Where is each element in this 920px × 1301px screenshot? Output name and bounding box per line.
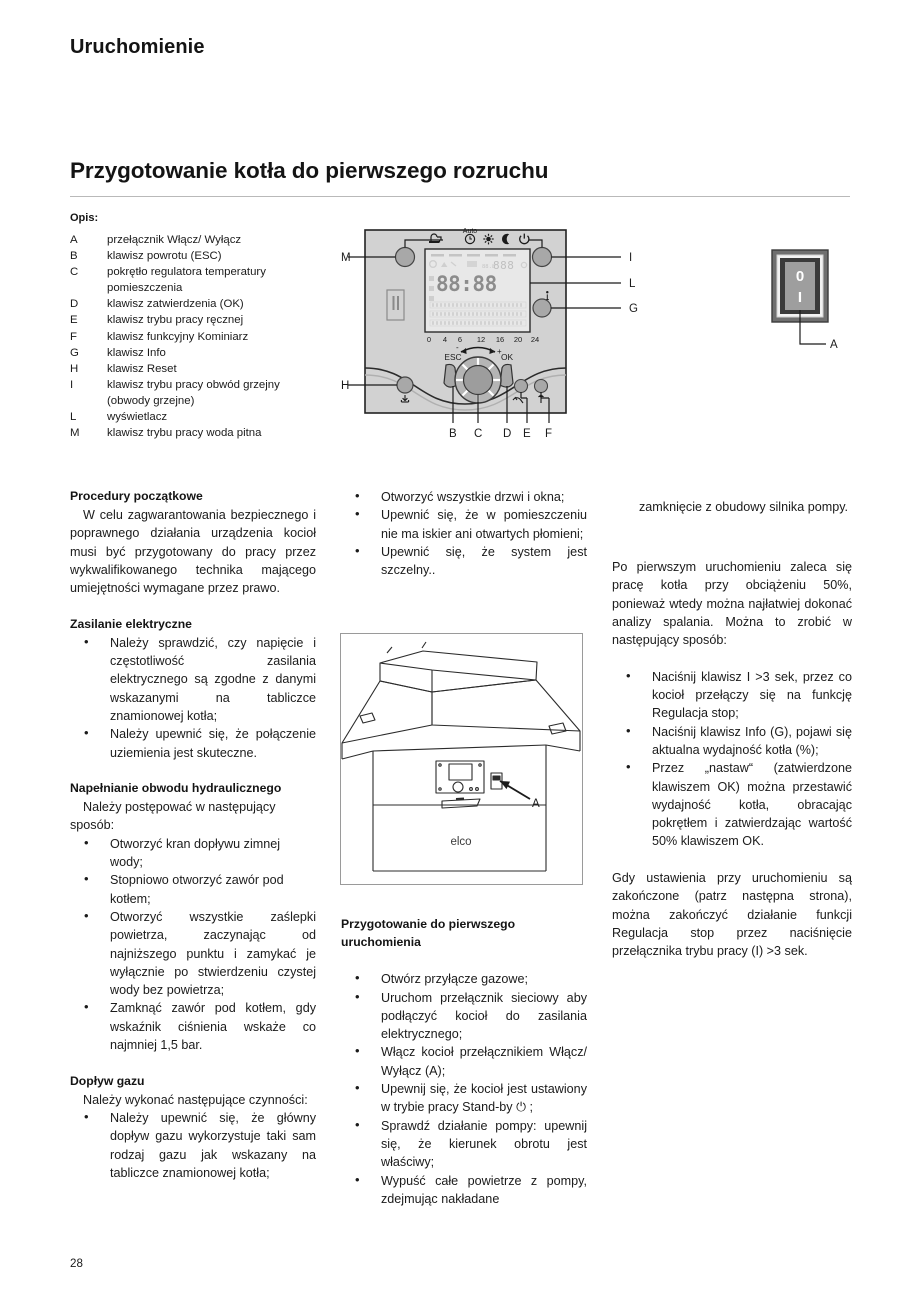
list-przygotowanie — [341, 970, 587, 1208]
heating-mode-button[interactable] — [533, 248, 552, 267]
legend-key: I — [70, 378, 74, 391]
callout-e: E — [523, 428, 531, 440]
ok-button[interactable] — [500, 364, 513, 387]
reset-button[interactable] — [397, 377, 413, 393]
chapter-title: Uruchomienie — [70, 36, 205, 58]
list-item — [70, 312, 338, 328]
list-item — [70, 296, 338, 312]
list-regulacja — [612, 668, 852, 851]
auto-label: Auto — [462, 228, 478, 235]
list-item: • Upewnić się, że system jest szczelny.. — [341, 543, 587, 580]
page-title: Przygotowanie kotła do pierwszego rozruchu — [70, 158, 549, 183]
service-slot-notch — [393, 296, 395, 310]
time-scale-tick: 0 — [426, 335, 432, 344]
middle-column-bottom — [341, 916, 587, 1208]
callout-a: A — [830, 339, 838, 351]
callout-l: L — [629, 278, 636, 290]
list-item — [70, 248, 338, 264]
callout-i: I — [629, 252, 633, 264]
legend-value: klawisz trybu pracy ręcznej — [107, 314, 244, 327]
list-item — [70, 425, 338, 441]
list-item: • Należy upewnić się, że główny dopływ gazu wykorzystuje taki sam rodzaj gazu jak wskazany na tabliczce znamionowej kotła; — [70, 1109, 316, 1182]
legend-value-continuation: pomieszczenia — [107, 282, 183, 295]
list-zasilanie — [70, 634, 316, 762]
heading-przygotowanie-line2: uruchomienia — [341, 935, 421, 949]
legend-value: pokrętło regulatora temperatury — [107, 266, 266, 279]
legend-key: M — [70, 427, 80, 440]
time-scale-tick: 12 — [476, 335, 486, 344]
right-column-continuation — [612, 498, 852, 516]
heading-doplyw-gazu: Dopływ gazu — [70, 1073, 145, 1088]
lcd-left-icons — [429, 276, 434, 301]
list-item: • Otworzyć kran dopływu zimnej wody; — [70, 835, 316, 872]
list-item: • Naciśnij klawisz Info (G), pojawi się aktualna wydajność kotła (%); — [612, 723, 852, 760]
time-scale-tick: 4 — [442, 335, 448, 344]
boiler-callout-a: A — [532, 798, 540, 810]
legend-heading: Opis: — [70, 212, 99, 224]
legend-value: klawisz Reset — [107, 362, 177, 375]
list-item — [70, 232, 338, 248]
legend-key: C — [70, 266, 79, 279]
dhw-mode-button[interactable] — [396, 248, 415, 267]
boiler-switch-mark — [493, 776, 500, 780]
list-item: • Naciśnij klawisz I >3 sek, przez co kocioł przełączy się na funkcję Regulacja stop; — [612, 668, 852, 723]
manual-mode-button[interactable] — [515, 380, 528, 393]
power-switch-figure — [766, 248, 856, 358]
paragraph-napelnianie: Należy postępować w następujący sposób: — [70, 800, 276, 833]
control-panel-figure — [341, 228, 686, 443]
paragraph-obciazenie: Po pierwszym uruchomieniu zaleca się pracę kotła przy obciążeniu 50%, ponieważ wtedy można najłatwiej dokonać analizy spalania. Można to zrobić w następujący sposób: — [612, 560, 852, 648]
list-item — [70, 361, 338, 377]
list-item — [70, 345, 338, 361]
list-safety-checks — [341, 488, 587, 579]
callout-b: B — [449, 428, 457, 440]
esc-label: ESC — [444, 352, 462, 362]
heading-zasilanie: Zasilanie elektryczne — [70, 616, 192, 631]
page-number: 28 — [70, 1257, 83, 1270]
list-item: • Otworzyć wszystkie zaślepki powietrza, zaczynając od najniższego punktu i zamykać je wyłącznie po stwierdzeniu czystej wody bez powietrza; — [70, 908, 316, 999]
list-item — [70, 329, 338, 345]
legend-value: klawisz Info — [107, 346, 166, 359]
list-doplyw-gazu — [70, 1109, 316, 1182]
callout-d: D — [503, 428, 512, 440]
chimney-sweep-button[interactable] — [535, 380, 548, 393]
legend-value-continuation: (obwody grzejne) — [107, 394, 195, 407]
middle-column-top — [341, 488, 587, 579]
right-column — [612, 558, 852, 961]
list-item: • Przez „nastaw“ (zatwierdzone klawiszem OK) można przestawić wydajność kotła, obracając pokrętłem i zatwierdzając wartość 50% klawiszem OK. — [612, 759, 852, 850]
paragraph-continuation: zamknięcie z obudowy silnika pompy. — [639, 500, 849, 514]
svg-text:888: 888 — [493, 259, 515, 272]
paragraph-zakonczenie: Gdy ustawienia przy uruchomieniu są zakończone (patrz następna strona), można zakończyć działanie funkcji Regulacja stop przez naciśnięcie przełącznika trybu pracy (I) >3 sek. — [612, 871, 852, 959]
callout-m: M — [341, 252, 351, 264]
legend-list — [70, 232, 338, 441]
heading-napelnianie: Napełnianie obwodu hydraulicznego — [70, 781, 282, 796]
list-item: • Stopniowo otworzyć zawór pod kotłem; — [70, 871, 316, 908]
callout-h: H — [341, 380, 350, 392]
list-item: • Zamknąć zawór pod kotłem, gdy wskaźnik ciśnienia wskaże co najmniej 1,5 bar. — [70, 999, 316, 1054]
legend-key: G — [70, 346, 79, 359]
knob-minus-label: - — [456, 343, 459, 352]
legend-value: klawisz powrotu (ESC) — [107, 250, 222, 263]
list-item: • Uruchom przełącznik sieciowy aby podłączyć kocioł do zasilania elektrycznego; — [341, 989, 587, 1044]
legend-value: wyświetlacz — [107, 411, 168, 424]
info-button[interactable] — [533, 299, 551, 317]
legend-key: E — [70, 314, 78, 327]
legend-value: klawisz funkcyjny Kominiarz — [107, 330, 249, 343]
boiler-handle-grip — [456, 799, 464, 800]
paragraph-procedury: W celu zagwarantowania bezpiecznego i poprawnego działania urządzenia kocioł musi być przygotowany do pracy przez wykwalifikowanego technika mającego umiejętności wymagane przez prawo. — [70, 508, 316, 596]
switch-on-mark: I — [797, 289, 803, 306]
list-item: • Upewnij się, że kocioł jest ustawiony w trybie pracy Stand-by ⏻ ; — [341, 1080, 587, 1117]
time-scale-tick: 20 — [513, 335, 523, 344]
title-divider — [70, 196, 850, 197]
time-scale-tick: 6 — [457, 335, 463, 344]
legend-key: D — [70, 298, 79, 311]
ok-label: OK — [500, 352, 514, 362]
time-scale-tick: 16 — [495, 335, 505, 344]
legend-key: H — [70, 362, 79, 375]
callout-g: G — [629, 303, 638, 315]
legend-value: przełącznik Włącz/ Wyłącz — [107, 234, 242, 246]
legend-key: L — [70, 411, 77, 424]
heading-przygotowanie-line1: Przygotowanie do pierwszego — [341, 917, 516, 931]
list-item: • Wypuść całe powietrze z pompy, zdejmując nakładane — [341, 1172, 587, 1209]
paragraph-doplyw-gazu: Należy wykonać następujące czynności: — [83, 1092, 308, 1107]
legend-value: klawisz zatwierdzenia (OK) — [107, 298, 244, 311]
list-item: • Otwórz przyłącze gazowe; — [341, 970, 587, 988]
legend-key: F — [70, 330, 77, 343]
legend-key: B — [70, 250, 78, 263]
legend-key: A — [70, 234, 78, 246]
list-item — [70, 264, 338, 280]
knob-plus-label: + — [497, 347, 502, 356]
boiler-illustration-figure — [340, 633, 583, 885]
legend-value: klawisz trybu pracy woda pitna — [107, 427, 262, 440]
list-item: • Sprawdź działanie pompy: upewnij się, że kierunek obrotu jest właściwy; — [341, 1117, 587, 1172]
list-item: • Upewnić się, że w pomieszczeniu nie ma iskier ani otwartych płomieni; — [341, 506, 587, 543]
switch-off-mark: 0 — [795, 268, 805, 285]
legend-value: klawisz trybu pracy obwód grzejny — [107, 378, 280, 391]
heading-procedury: Procedury początkowe — [70, 489, 203, 503]
list-item: • Otworzyć wszystkie drzwi i okna; — [341, 488, 587, 506]
time-scale-tick: 24 — [530, 335, 540, 344]
list-item — [70, 377, 338, 393]
list-napelnianie — [70, 835, 316, 1055]
callout-f: F — [545, 428, 553, 440]
list-item: • Należy sprawdzić, czy napięcie i częstotliwość zasilania elektrycznego są zgodne z danymi wskazanymi na tabliczce znamionowej kotła; — [70, 634, 316, 725]
lcd-digits: 88:88 — [436, 272, 497, 296]
left-column — [70, 488, 316, 1182]
list-item: • Należy upewnić się, że połączenie uziemienia jest skuteczne. — [70, 725, 316, 762]
callout-c: C — [474, 428, 483, 440]
service-slot-notch — [397, 296, 399, 310]
svg-text:88.8: 88.8 — [482, 264, 496, 270]
list-item — [70, 409, 338, 425]
boiler-brand-logo: elco — [450, 836, 472, 848]
list-item: • Włącz kocioł przełącznikiem Włącz/ Wyłącz (A); — [341, 1043, 587, 1080]
